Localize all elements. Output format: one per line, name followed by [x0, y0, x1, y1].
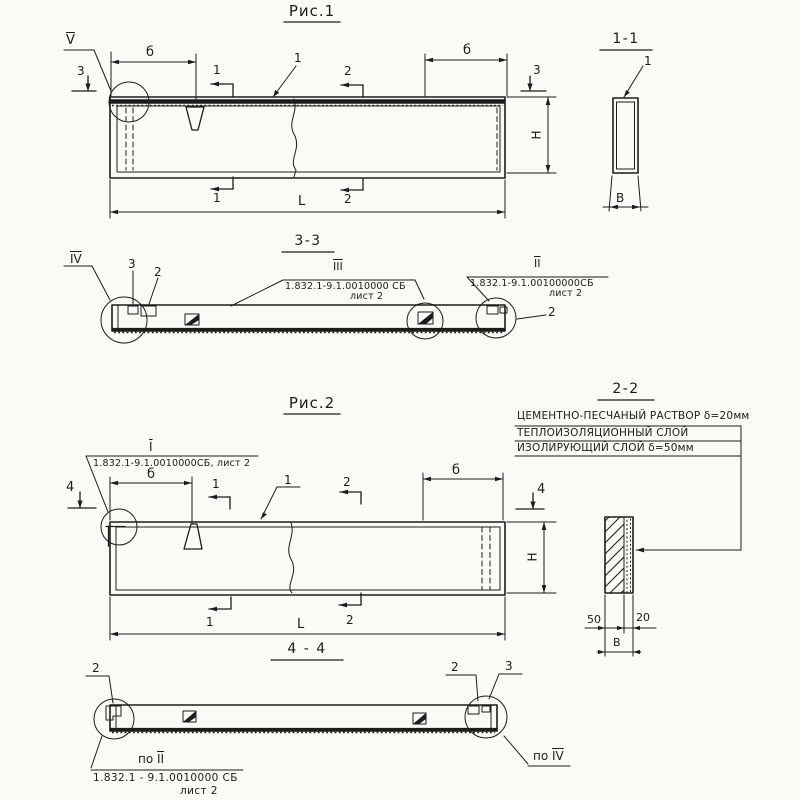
- sec11-inner: [617, 102, 635, 169]
- fig2-lifting-loop: [184, 524, 202, 549]
- sec33-plate-3: [128, 306, 138, 314]
- fig2-dim-l-label: L: [297, 617, 305, 632]
- sec33-detail-circle-left: [101, 297, 147, 343]
- fig1-section-mark-1-bottom: 1: [213, 191, 221, 205]
- fig2-callout-i-doc: 1.832.1-9.1.0010000СБ, лист 2: [93, 458, 251, 469]
- fig1-section-mark-1-top: 1: [213, 63, 221, 77]
- fig2-section-mark-2-bottom: 2: [346, 613, 354, 627]
- fig2-panel-outline: [110, 522, 505, 595]
- sec44-note-left-mark: $\overline{II}$: [157, 752, 165, 766]
- fig1-view-v-label: $\overline{V}$: [66, 33, 75, 48]
- sec22-layer-note-3: ИЗОЛИРУЮЩИЙ СЛОЙ δ=50мм: [517, 442, 694, 454]
- section-4-4-heading: 4 - 4: [287, 641, 327, 657]
- sec33-item-2-right-label: 2: [548, 305, 556, 319]
- sec33-detail-circle-right: [476, 298, 516, 338]
- sec33-callout-iii-mark: $\overline{III}$: [333, 260, 343, 273]
- sec33-callout-ii-mark: $\overline{II}$: [534, 257, 541, 270]
- fig2-dim-h-label: Н: [525, 552, 540, 562]
- sec44-corner-plate: [106, 706, 121, 720]
- fig1-title: Рис.1: [288, 2, 336, 20]
- sec33-plate-right-b: [500, 307, 507, 313]
- sec22-dim-20: 20: [636, 611, 650, 624]
- section-3-3-heading: 3-3: [294, 233, 322, 249]
- sec44-note-right: [533, 750, 564, 762]
- section-2-2-heading: 2-2: [612, 381, 640, 397]
- sec33-callout-iii-sheet: лист 2: [350, 291, 384, 302]
- fig1-section-mark-3-right: 3: [533, 63, 541, 77]
- sec33-anchor-symbol-2: [418, 312, 433, 324]
- sec33-strip-outline: [112, 305, 505, 331]
- sec11-item-1-label: 1: [644, 54, 652, 68]
- sec44-plate-3: [482, 706, 490, 712]
- sec44-note-left: [138, 753, 164, 765]
- sec44-anchor-symbol-2: [413, 713, 426, 724]
- fig2-panel-inner-contour: [116, 527, 500, 590]
- section-1-1-drawing: [600, 50, 652, 211]
- sec22-layer-note-1: ЦЕМЕНТНО-ПЕСЧАНЫЙ РАСТВОР δ=20мм: [517, 410, 750, 422]
- fig2-title: Рис.2: [288, 394, 336, 412]
- sec44-sheet: лист 2: [180, 785, 218, 797]
- fig1-dim-b-right: б: [463, 43, 472, 58]
- fig2-section-mark-1-top: 1: [212, 477, 220, 491]
- fig2-section-mark-4-left: 4: [66, 480, 75, 495]
- section-1-1-heading: 1-1: [612, 31, 640, 47]
- fig1-panel-outline: [110, 97, 505, 178]
- sec33-item-3-label: 3: [128, 257, 136, 271]
- fig2-section-mark-1-bottom: 1: [206, 615, 214, 629]
- fig2-dim-b-right: б: [452, 463, 461, 478]
- sec33-anchor-symbol-1: [185, 314, 199, 325]
- fig2-dim-b-left: б: [147, 467, 156, 482]
- fig2-break-line: [289, 523, 294, 593]
- sec33-plate-right-a: [487, 306, 498, 314]
- sec33-item-2-label: 2: [154, 265, 162, 279]
- fig2-item-1-label: 1: [284, 473, 292, 487]
- sec33-callout-ii-sheet: лист 2: [549, 288, 583, 299]
- fig2-callout-i-mark: $\overline{I}$: [149, 440, 153, 454]
- fig1-drawing: [64, 22, 556, 218]
- sec44-note-right-prefix: по: [533, 749, 549, 763]
- sec33-callout-ii-doc: 1.832.1-9.1.00100000СБ: [470, 278, 594, 289]
- fig1-dim-l-label: L: [298, 194, 306, 209]
- fig1-break-line: [292, 99, 297, 177]
- sec44-item-3-right-label: 3: [505, 659, 513, 673]
- sec33-view-iv-label: $\overline{IV}$: [70, 252, 82, 266]
- sec44-strip-outline: [110, 705, 497, 731]
- sec44-note-right-mark: $\overline{IV}$: [552, 749, 564, 763]
- sec44-item-2-right-label: 2: [451, 660, 459, 674]
- sec44-doc: 1.832.1 - 9.1.0010000 СБ: [93, 772, 238, 784]
- fig1-panel-inner-contour: [117, 106, 500, 172]
- sec44-note-left-prefix: по: [138, 752, 154, 766]
- fig1-dim-h-label: Н: [529, 130, 544, 140]
- fig2-section-mark-2-top: 2: [343, 475, 351, 489]
- sec44-plate-2: [468, 706, 479, 714]
- sec33-callout-iii-doc: 1.832.1-9.1.0010000 СБ: [285, 281, 406, 292]
- sec22-dim-b-label: В: [613, 636, 621, 649]
- fig1-section-mark-2-top: 2: [344, 64, 352, 78]
- sec22-layer-note-2: ТЕПЛОИЗОЛЯЦИОННЫЙ СЛОЙ: [517, 427, 689, 439]
- sec44-anchor-symbol-1: [183, 711, 196, 722]
- fig1-dim-b-left: б: [146, 45, 155, 60]
- fig1-section-mark-2-bottom: 2: [344, 192, 352, 206]
- fig1-section-mark-3-left: 3: [77, 64, 85, 78]
- sec44-item-2-left-label: 2: [92, 661, 100, 675]
- sec11-dim-b-label: В: [616, 191, 625, 205]
- sec22-dim-50: 50: [587, 613, 601, 626]
- fig2-section-mark-4-right: 4: [537, 482, 546, 497]
- fig2-drawing: [68, 414, 556, 640]
- fig1-lifting-loop: [186, 107, 204, 130]
- fig1-item-1-label: 1: [294, 51, 302, 65]
